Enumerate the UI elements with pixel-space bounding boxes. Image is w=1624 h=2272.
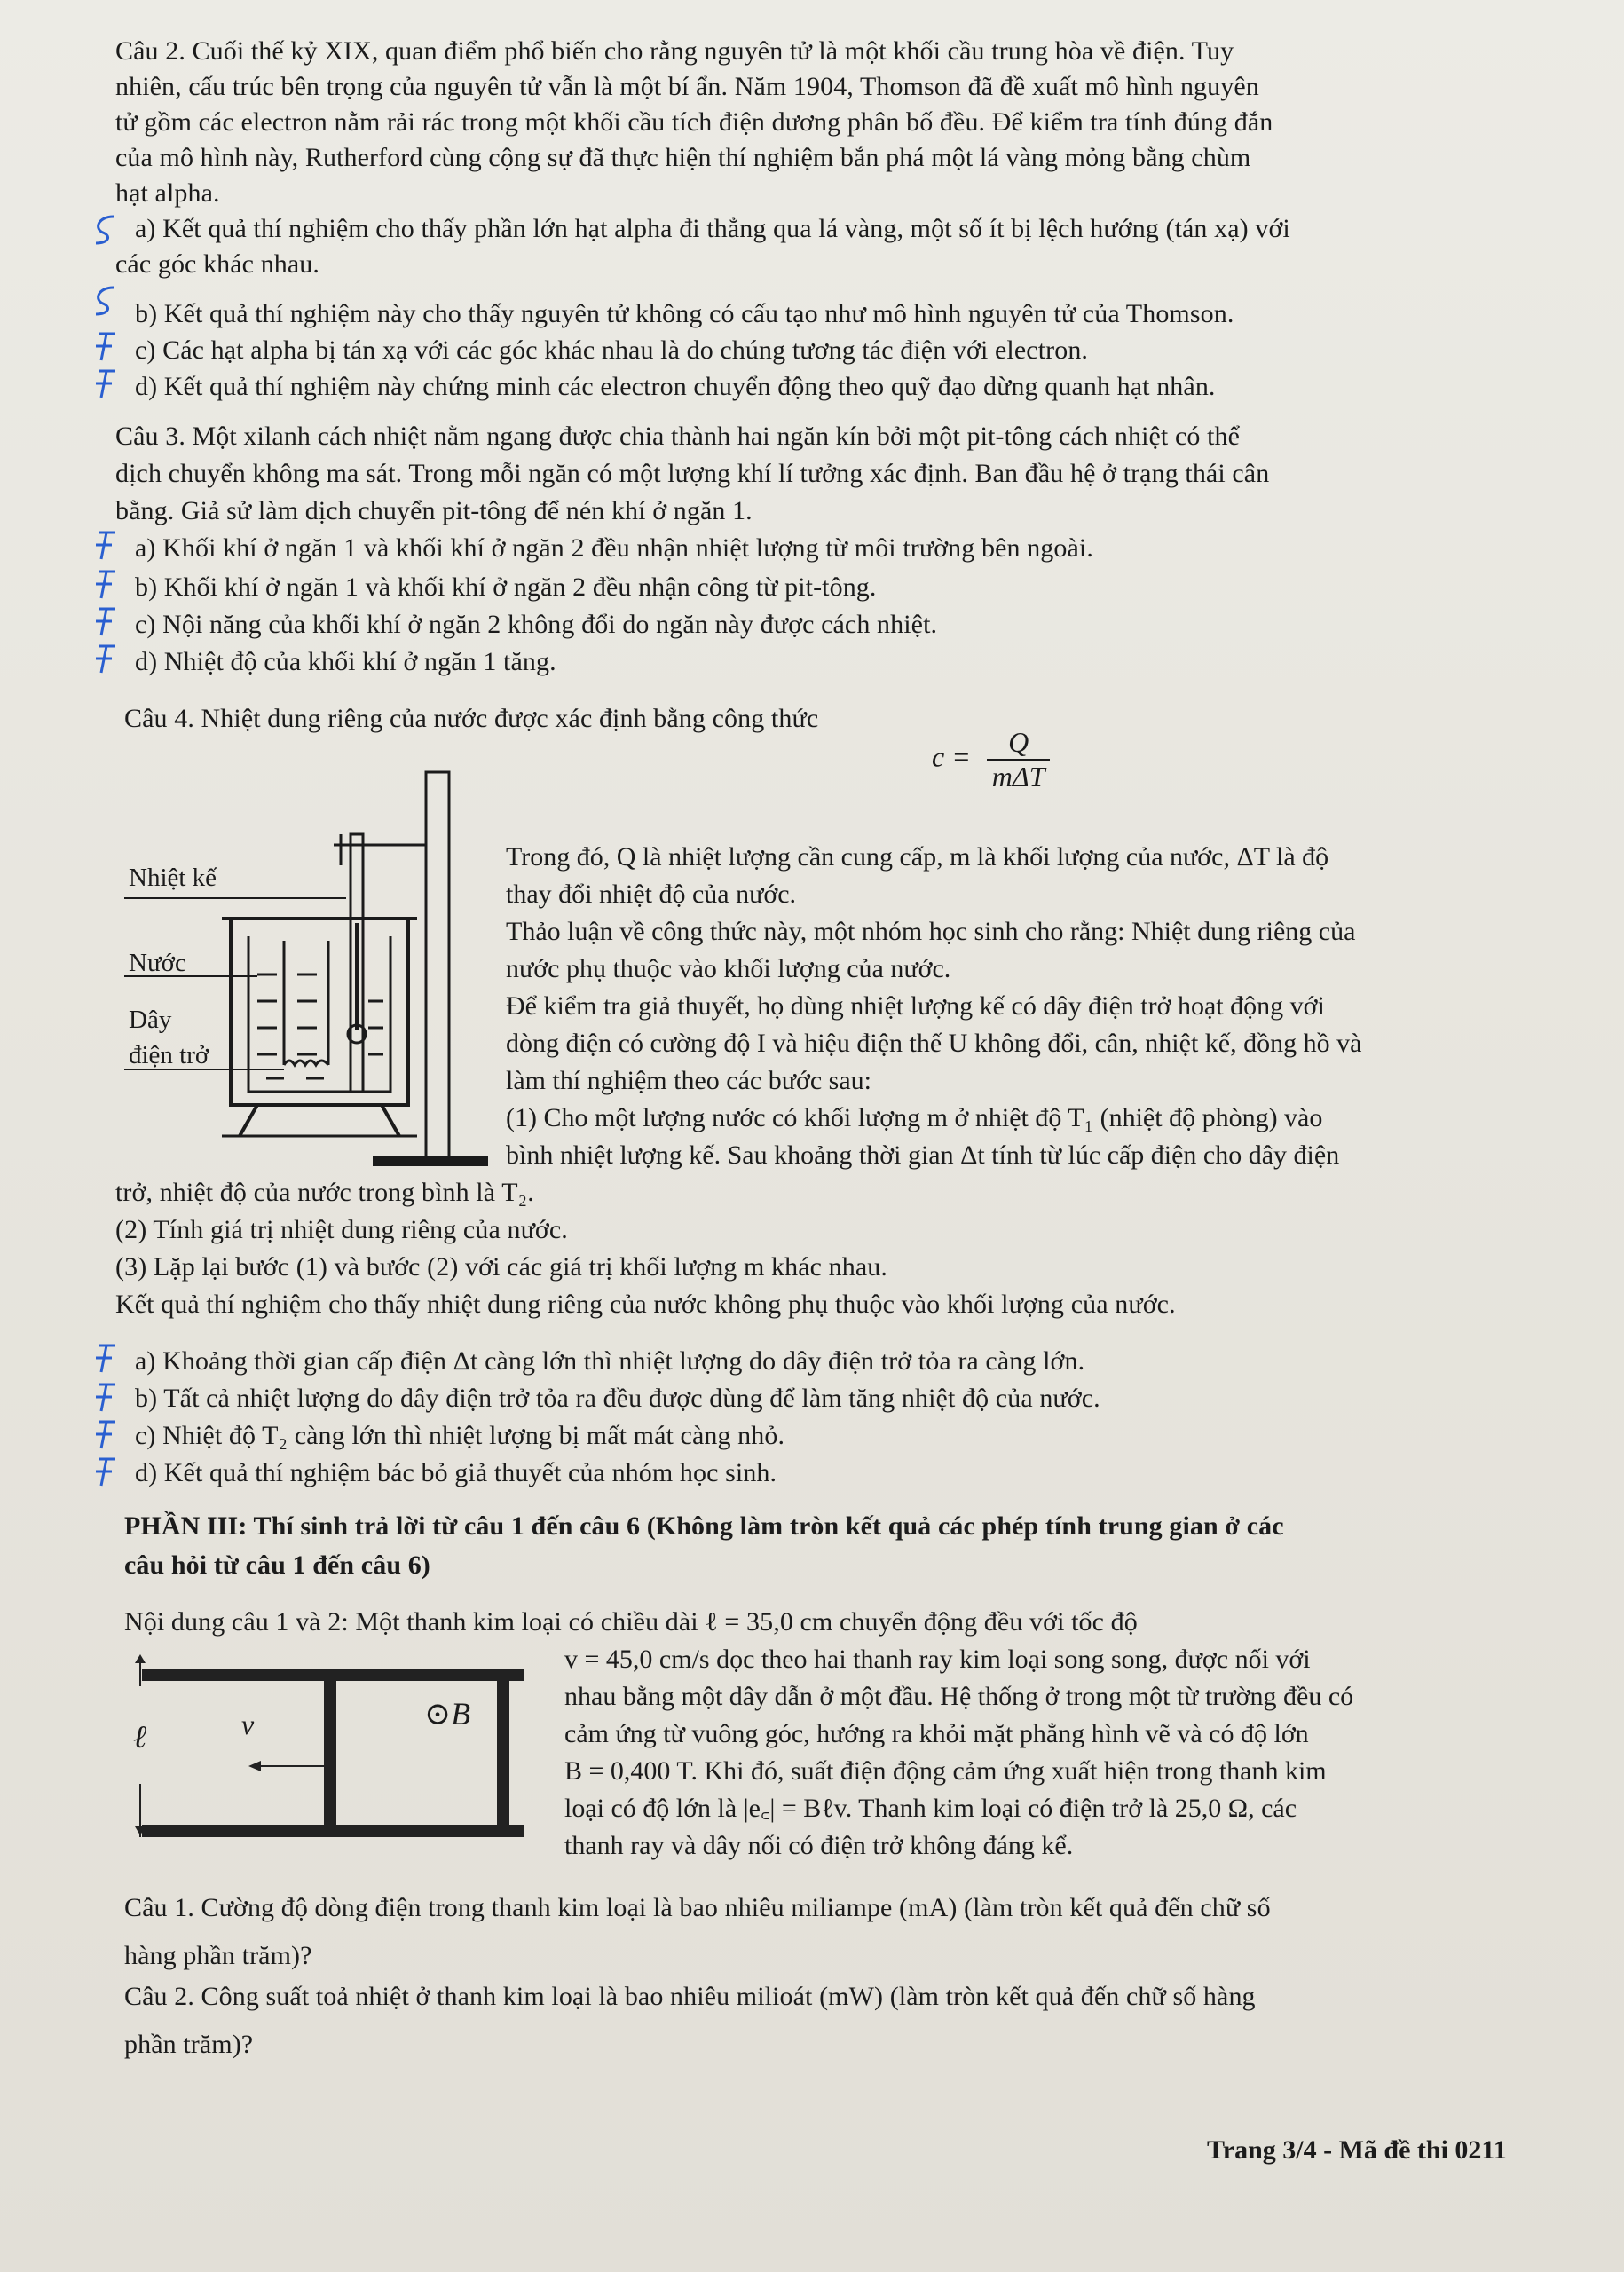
pen-mark-icon	[91, 367, 121, 401]
pen-mark-icon	[91, 568, 121, 602]
q2-line-4: của mô hình này, Rutherford cùng cộng sự đã thực hiện thí nghiệm bắn phá một lá vàng mỏng bằng chùm	[115, 143, 1251, 172]
rail-figure	[124, 1651, 532, 1855]
q3-option-c: c) Nội năng của khối khí ở ngăn 2 không đổi do ngăn này được cách nhiệt.	[135, 610, 938, 639]
part3-heading-2: câu hỏi từ câu 1 đến câu 6)	[124, 1550, 430, 1580]
pen-mark-icon	[91, 1342, 121, 1376]
specific-heat-formula	[932, 726, 1050, 793]
q4-side-1: Trong đó, Q là nhiệt lượng cần cung cấp, m là khối lượng của nước, ΔT là độ	[506, 842, 1329, 872]
q4-intro: Câu 4. Nhiệt dung riêng của nước được xác định bằng công thức	[124, 704, 819, 733]
part3-context-4: B = 0,400 T. Khi đó, suất điện động cảm ứng xuất hiện trong thanh kim	[564, 1756, 1327, 1786]
q2-line-3: tử gồm các electron nằm rải rác trong một khối cầu tích điện dương phân bố đều. Để kiểm tra tính đúng đắn	[115, 107, 1273, 137]
pen-mark-icon	[91, 1456, 121, 1489]
formula-lhs: c =	[932, 740, 971, 773]
q2-option-c: c) Các hạt alpha bị tán xạ với các góc khác nhau là do chúng tương tác điện với electron.	[135, 335, 1089, 365]
q4-side-7: làm thí nghiệm theo các bước sau:	[506, 1066, 872, 1095]
q2-line-5: hạt alpha.	[115, 178, 220, 208]
label-water: Nước	[129, 949, 186, 977]
formula-denominator: mΔT	[991, 761, 1045, 793]
label-length: ℓ	[133, 1719, 146, 1755]
q3-option-d: d) Nhiệt độ của khối khí ở ngăn 1 tăng.	[135, 647, 556, 676]
formula-numerator: Q	[987, 726, 1051, 761]
q4-full-4: Kết quả thí nghiệm cho thấy nhiệt dung riêng của nước không phụ thuộc vào khối lượng của nước.	[115, 1290, 1176, 1319]
pen-mark-icon	[91, 330, 121, 364]
q4-side-9: bình nhiệt lượng kế. Sau khoảng thời gian Δt tính từ lúc cấp điện cho dây điện	[506, 1140, 1340, 1170]
pen-mark-icon	[91, 605, 121, 639]
pen-mark-icon	[91, 529, 121, 563]
pen-mark-icon	[91, 1418, 121, 1452]
q2-line-2: nhiên, cấu trúc bên trọng của nguyên tử vẫn là một bí ẩn. Năm 1904, Thomson đã đề xuất mô hình nguyên	[115, 72, 1259, 101]
label-thermometer: Nhiệt kế	[129, 864, 217, 892]
part3-context-5: loại có độ lớn là |e꜀| = Bℓv. Thanh kim loại có điện trở là 25,0 Ω, các	[564, 1794, 1297, 1823]
part3-q2-line-1: Câu 2. Công suất toả nhiệt ở thanh kim loại là bao nhiêu milioát (mW) (làm tròn kết quả đến chữ số hàng	[124, 1982, 1256, 2011]
q2-option-a-cont: các góc khác nhau.	[115, 249, 320, 279]
label-wire: Dây	[129, 1006, 172, 1034]
q4-side-4: nước phụ thuộc vào khối lượng của nước.	[506, 954, 951, 983]
q2-option-a: a) Kết quả thí nghiệm cho thấy phần lớn hạt alpha đi thẳng qua lá vàng, một số ít bị lệch hướng (tán xạ) với	[135, 214, 1290, 243]
q2-line-1: Câu 2. Cuối thế kỷ XIX, quan điểm phổ biến cho rằng nguyên tử là một khối cầu trung hòa về điện. Tuy	[115, 36, 1234, 66]
q3-option-b: b) Khối khí ở ngăn 1 và khối khí ở ngăn 2 đều nhận công từ pit-tông.	[135, 572, 877, 602]
part3-context-3: cảm ứng từ vuông góc, hướng ra khỏi mặt phẳng hình vẽ và có độ lớn	[564, 1719, 1309, 1748]
label-velocity: v⃗	[241, 1708, 277, 1740]
q4-side-2: thay đổi nhiệt độ của nước.	[506, 880, 797, 909]
q4-option-a: a) Khoảng thời gian cấp điện Δt càng lớn thì nhiệt lượng do dây điện trở tỏa ra càng lớn.	[135, 1346, 1085, 1376]
part3-q1-line-2: hàng phần trăm)?	[124, 1941, 312, 1970]
label-magnetic-field: ⊙B⃗	[424, 1696, 496, 1732]
q3-option-a: a) Khối khí ở ngăn 1 và khối khí ở ngăn 2 đều nhận nhiệt lượng từ môi trường bên ngoài.	[135, 533, 1093, 563]
q4-side-8: (1) Cho một lượng nước có khối lượng m ở nhiệt độ T₁ (nhiệt độ phòng) vào	[506, 1103, 1323, 1132]
part3-context-6: thanh ray và dây nối có điện trở không đáng kể.	[564, 1831, 1074, 1860]
q4-option-c: c) Nhiệt độ T₂ càng lớn thì nhiệt lượng bị mất mát càng nhỏ.	[135, 1421, 785, 1450]
q3-line-3: bằng. Giả sử làm dịch chuyển pit-tông để nén khí ở ngăn 1.	[115, 496, 753, 525]
q4-side-3: Thảo luận về công thức này, một nhóm học sinh cho rằng: Nhiệt dung riêng của	[506, 917, 1356, 946]
part3-context-1: v = 45,0 cm/s dọc theo hai thanh ray kim loại song song, được nối với	[564, 1645, 1311, 1674]
part3-q2-line-2: phần trăm)?	[124, 2030, 254, 2059]
label-resistor: điện trở	[129, 1041, 209, 1069]
part3-q1-line-1: Câu 1. Cường độ dòng điện trong thanh kim loại là bao nhiêu miliampe (mA) (làm tròn kết quả đến chữ số	[124, 1893, 1271, 1922]
pen-mark-icon	[91, 1381, 121, 1415]
part3-heading-1: PHẦN III: Thí sinh trả lời từ câu 1 đến câu 6 (Không làm tròn kết quả các phép tính trung gian ở các	[124, 1511, 1284, 1541]
q4-side-5: Để kiểm tra giả thuyết, họ dùng nhiệt lượng kế có dây điện trở hoạt động với	[506, 991, 1325, 1021]
q3-line-2: dịch chuyển không ma sát. Trong mỗi ngăn có một lượng khí lí tưởng xác định. Ban đầu hệ ở trạng thái cân	[115, 459, 1270, 488]
pen-mark-icon	[91, 284, 121, 318]
q4-full-3: (3) Lặp lại bước (1) và bước (2) với các giá trị khối lượng m khác nhau.	[115, 1252, 887, 1282]
q3-line-1: Câu 3. Một xilanh cách nhiệt nằm ngang được chia thành hai ngăn kín bởi một pit-tông cách nhiệt có thể	[115, 422, 1241, 451]
q4-option-d: d) Kết quả thí nghiệm bác bỏ giả thuyết của nhóm học sinh.	[135, 1458, 777, 1487]
q4-side-6: dòng điện có cường độ I và hiệu điện thế U không đổi, cân, nhiệt kế, đồng hồ và	[506, 1029, 1362, 1058]
part3-context-first: Nội dung câu 1 và 2: Một thanh kim loại có chiều dài ℓ = 35,0 cm chuyển động đều với tốc độ	[124, 1607, 1138, 1637]
q2-option-b: b) Kết quả thí nghiệm này cho thấy nguyên tử không có cấu tạo như mô hình nguyên tử của Thomson.	[135, 299, 1234, 328]
pen-mark-icon	[91, 213, 121, 247]
page-footer: Trang 3/4 - Mã đề thi 0211	[1207, 2135, 1507, 2165]
q2-option-d: d) Kết quả thí nghiệm này chứng minh các electron chuyển động theo quỹ đạo dừng quanh hạt nhân.	[135, 372, 1216, 401]
part3-context-2: nhau bằng một dây dẫn ở một đầu. Hệ thống ở trong một từ trường đều có	[564, 1682, 1354, 1711]
q4-full-2: (2) Tính giá trị nhiệt dung riêng của nước.	[115, 1215, 568, 1244]
q4-full-1: trở, nhiệt độ của nước trong bình là T₂.	[115, 1178, 534, 1207]
pen-mark-icon	[91, 643, 121, 676]
q4-option-b: b) Tất cả nhiệt lượng do dây điện trở tỏa ra đều được dùng để làm tăng nhiệt độ của nước.	[135, 1384, 1100, 1413]
